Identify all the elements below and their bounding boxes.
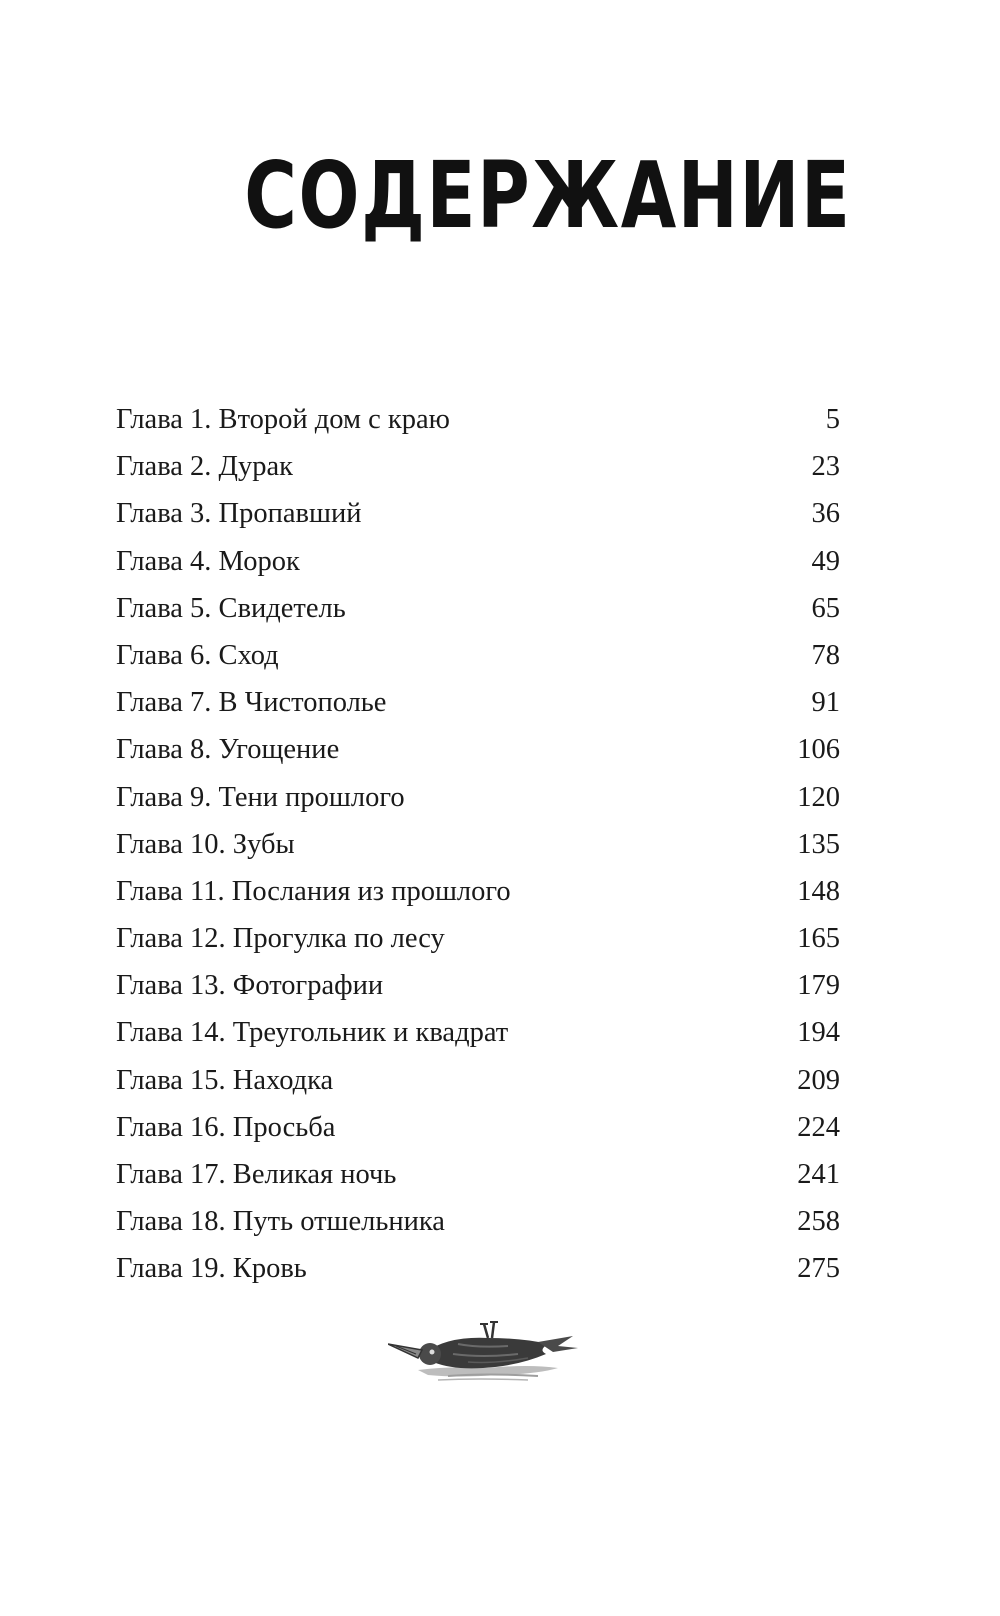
page-title: СОДЕРЖАНИЕ xyxy=(244,142,852,249)
toc-entry-page: 194 xyxy=(797,1017,840,1049)
toc-entry-label: Глава 5. Свидетель xyxy=(116,592,346,624)
toc-entry-page: 106 xyxy=(797,734,840,766)
toc-entry-page: 135 xyxy=(797,828,840,860)
toc-entry[interactable] xyxy=(116,592,840,642)
toc-entry-page: 78 xyxy=(811,639,840,671)
toc-entry[interactable] xyxy=(116,1208,840,1255)
dead-crow-icon xyxy=(388,1318,588,1390)
toc-entry[interactable] xyxy=(116,925,840,972)
toc-entry-label: Глава 10. Зубы xyxy=(116,828,295,860)
toc-entry-label: Глава 7. В Чистополье xyxy=(116,687,387,719)
toc-entry[interactable] xyxy=(116,781,840,831)
toc-entry[interactable] xyxy=(116,453,840,500)
toc-entry-page: 23 xyxy=(811,451,840,483)
toc-entry-label: Глава 2. Дурак xyxy=(116,451,293,483)
toc-entry[interactable] xyxy=(116,406,840,453)
toc-entry[interactable] xyxy=(116,1111,840,1161)
toc-entry-label: Глава 9. Тени прошлого xyxy=(116,781,405,813)
toc-entry-label: Глава 8. Угощение xyxy=(116,734,340,766)
toc-entry[interactable] xyxy=(116,1255,840,1302)
toc-entry-page: 241 xyxy=(797,1159,840,1190)
toc-entry[interactable] xyxy=(116,639,840,689)
toc-entry-label: Глава 18. Путь отшельника xyxy=(116,1206,445,1238)
toc-entry-label: Глава 6. Сход xyxy=(116,639,279,671)
toc-entry-page: 120 xyxy=(797,781,840,813)
toc-entry-page: 258 xyxy=(797,1206,840,1238)
toc-entry-page: 65 xyxy=(811,592,840,624)
toc-entry-label: Глава 16. Просьба xyxy=(116,1111,336,1143)
toc-entry-page: 49 xyxy=(811,545,840,577)
toc-entry-label: Глава 11. Послания из прошлого xyxy=(116,875,511,907)
toc-entry-label: Глава 19. Кровь xyxy=(116,1253,307,1285)
toc-entry-label: Глава 1. Второй дом с краю xyxy=(116,404,450,435)
toc-entry[interactable] xyxy=(116,1064,840,1114)
toc-entry[interactable] xyxy=(116,875,840,925)
toc-entry[interactable] xyxy=(116,545,840,595)
toc-entry-page: 209 xyxy=(797,1064,840,1096)
toc-entry-label: Глава 17. Великая ночь xyxy=(116,1159,397,1190)
toc-entry-label: Глава 3. Пропавший xyxy=(116,498,362,530)
toc-entry[interactable] xyxy=(116,972,840,1019)
toc-entry-page: 148 xyxy=(797,875,840,907)
toc-entry-page: 224 xyxy=(797,1111,840,1143)
toc-entry[interactable] xyxy=(116,1019,840,1066)
toc-entry-label: Глава 15. Находка xyxy=(116,1064,334,1096)
table-of-contents xyxy=(116,406,840,1303)
toc-entry-page: 275 xyxy=(797,1253,840,1285)
toc-entry-label: Глава 13. Фотографии xyxy=(116,970,384,1002)
toc-entry[interactable] xyxy=(116,828,840,878)
toc-entry[interactable] xyxy=(116,1161,840,1208)
toc-entry-page: 5 xyxy=(825,404,840,435)
toc-entry-page: 165 xyxy=(797,923,840,955)
toc-entry[interactable] xyxy=(116,736,840,783)
toc-entry-page: 36 xyxy=(811,498,840,530)
toc-entry[interactable] xyxy=(116,689,840,736)
toc-entry-label: Глава 4. Морок xyxy=(116,545,300,577)
toc-entry[interactable] xyxy=(116,500,840,547)
toc-entry-page: 179 xyxy=(797,970,840,1002)
toc-entry-label: Глава 14. Треугольник и квадрат xyxy=(116,1017,509,1049)
toc-entry-page: 91 xyxy=(811,687,840,719)
toc-entry-label: Глава 12. Прогулка по лесу xyxy=(116,923,445,955)
